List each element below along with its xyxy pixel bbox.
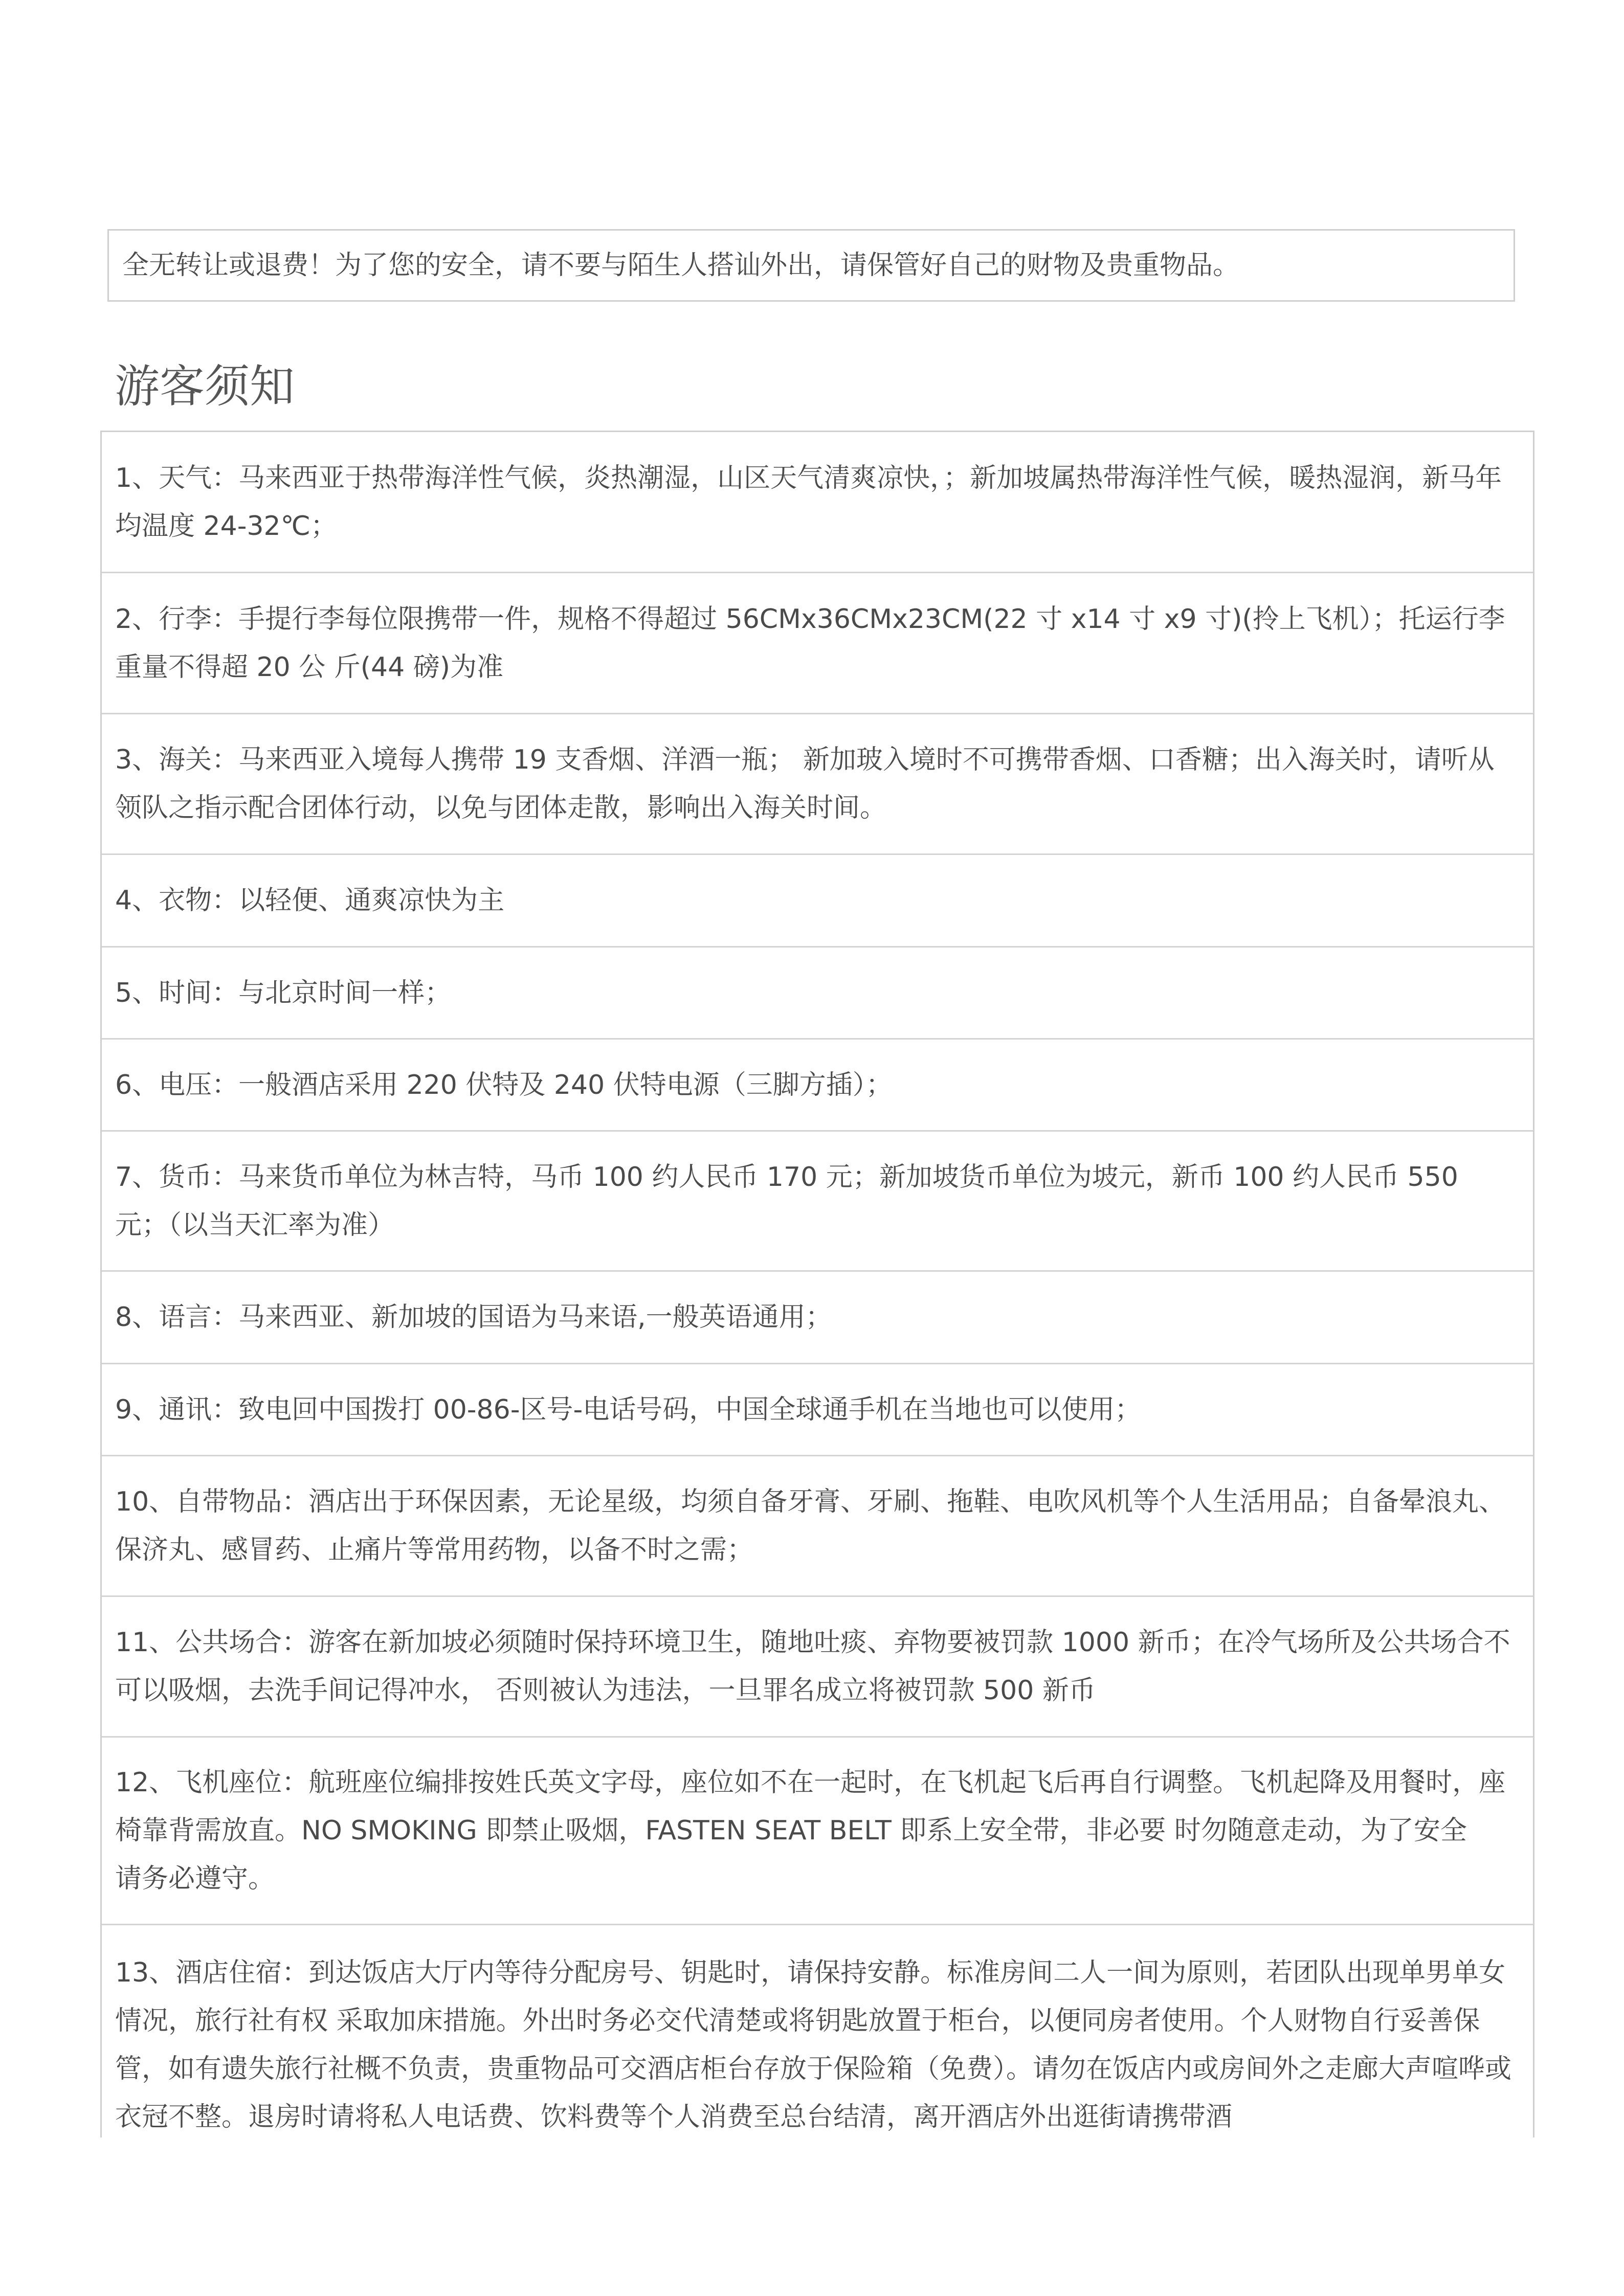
note-row bbox=[102, 1456, 1533, 1597]
note-text: 13、酒店住宿：到达饭店大厅内等待分配房号、钥匙时，请保持安静。标准房间二人一间为原则，若团队出现单男单女情况，旅行社有权 采取加床措施。外出时务必交代清楚或将钥匙放置于柜台，以便同房者使用。个人财物自行妥善保管，如有遗失旅行社概不负责，贵重物品可交酒店柜台存放于保险箱（免费）。请勿在饭店内或房间外之走廊大声喧哗或衣冠不整。退房时请将私人电话费、饮料费等个人消费至总台结清，离开酒店外出逛街请携带酒 bbox=[115, 1957, 1512, 2132]
note-text: 4、衣物：以轻便、通爽凉快为主 bbox=[115, 885, 505, 916]
notes-table bbox=[100, 431, 1534, 2137]
notice-text: 全无转让或退费！为了您的安全，请不要与陌生人搭讪外出，请保管好自己的财物及贵重物品。 bbox=[122, 250, 1240, 281]
note-row bbox=[102, 432, 1533, 573]
note-row bbox=[102, 1925, 1533, 2137]
note-text: 11、公共场合：游客在新加坡必须随时保持环境卫生，随地吐痰、弃物要被罚款 1000 新币；在冷气场所及公共场合不可以吸烟，去洗手间记得冲水， 否则被认为违法，一旦罪名成立将被罚款 500 新币 bbox=[115, 1627, 1510, 1706]
note-text: 10、自带物品：酒店出于环保因素，无论星级，均须自备牙膏、牙刷、拖鞋、电吹风机等个人生活用品；自备晕浪丸、保济丸、感冒药、止痛片等常用药物，以备不时之需； bbox=[115, 1487, 1506, 1565]
note-text: 12、飞机座位：航班座位编排按姓氏英文字母，座位如不在一起时，在飞机起飞后再自行调整。飞机起降及用餐时，座椅靠背需放直。NO SMOKING 即禁止吸烟，FASTEN SEAT BELT 即系上安全带，非必要 时勿随意走动，为了安全 请务必遵守。 bbox=[115, 1767, 1506, 1894]
note-row bbox=[102, 714, 1533, 855]
note-text: 3、海关：马来西亚入境每人携带 19 支香烟、洋酒一瓶； 新加玻入境时不可携带香烟、口香糖；出入海关时，请听从领队之指示配合团体行动，以免与团体走散，影响出入海关时间。 bbox=[115, 745, 1495, 823]
note-text: 2、行李：手提行李每位限携带一件，规格不得超过 56CMx36CMx23CM(22 寸 x14 寸 x9 寸)(拎上飞机）；托运行李重量不得超 20 公 斤(44 磅)为准 bbox=[115, 603, 1505, 683]
note-text: 7、货币：马来货币单位为林吉特，马币 100 约人民币 170 元；新加坡货币单位为坡元，新币 100 约人民币 550 元；（以当天汇率为准） bbox=[115, 1161, 1458, 1241]
note-row bbox=[102, 1738, 1533, 1925]
notice-box bbox=[107, 229, 1515, 302]
note-text: 8、语言：马来西亚、新加坡的国语为马来语,一般英语通用； bbox=[115, 1302, 832, 1333]
note-row bbox=[102, 1272, 1533, 1364]
note-text: 5、时间：与北京时间一样； bbox=[115, 977, 452, 1008]
note-row bbox=[102, 1132, 1533, 1272]
note-row bbox=[102, 1364, 1533, 1456]
note-row bbox=[102, 948, 1533, 1040]
note-row bbox=[102, 855, 1533, 948]
note-text: 6、电压：一般酒店采用 220 伏特及 240 伏特电源（三脚方插）； bbox=[115, 1069, 893, 1100]
section-title: 游客须知 bbox=[115, 360, 295, 413]
note-row bbox=[102, 1597, 1533, 1738]
note-text: 9、通讯：致电回中国拨打 00-86-区号-电话号码，中国全球通手机在当地也可以使用； bbox=[115, 1394, 1142, 1425]
note-row bbox=[102, 1040, 1533, 1132]
note-row bbox=[102, 573, 1533, 714]
note-text: 1、天气：马来西亚于热带海洋性气候，炎热潮湿，山区天气清爽凉快，；新加坡属热带海洋性气候，暖热湿润，新马年均温度 24-32℃； bbox=[115, 462, 1502, 542]
